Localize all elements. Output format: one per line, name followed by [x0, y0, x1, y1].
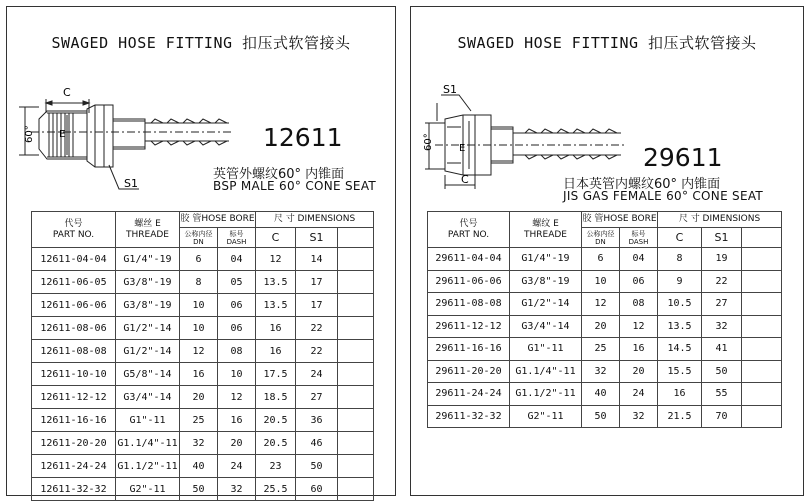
- cell-dn: 32: [180, 432, 218, 455]
- cell-blank: [338, 271, 374, 294]
- cell-part: 12611-20-20: [32, 432, 116, 455]
- cell-thread: G1/4"-19: [510, 248, 582, 271]
- spec-table: [31, 211, 374, 501]
- cell-dash: 10: [218, 363, 256, 386]
- table-row: [428, 405, 782, 428]
- cell-dn: 50: [582, 405, 620, 428]
- cell-c: 12: [256, 248, 296, 271]
- table-row: [32, 478, 374, 501]
- cell-c: 15.5: [658, 360, 702, 383]
- cell-thread: G2"-11: [116, 478, 180, 501]
- cell-part: 12611-08-06: [32, 317, 116, 340]
- cell-blank: [338, 317, 374, 340]
- cell-c: 13.5: [256, 271, 296, 294]
- cell-c: 20.5: [256, 432, 296, 455]
- cell-dn: 16: [180, 363, 218, 386]
- cell-c: 16: [658, 383, 702, 406]
- panel-heading: SWAGED HOSE FITTING 扣压式软管接头: [51, 34, 351, 52]
- col-header-dash: 标号 DASH: [620, 228, 658, 248]
- cell-thread: G3/8"-19: [510, 270, 582, 293]
- table-row: [32, 248, 374, 271]
- cell-thread: G3/8"-19: [116, 271, 180, 294]
- col-header-dash: 标号 DASH: [218, 228, 256, 248]
- part-number: 12611: [263, 123, 343, 152]
- col-header-blank: [742, 228, 782, 248]
- cell-dn: 50: [180, 478, 218, 501]
- cell-part: 12611-04-04: [32, 248, 116, 271]
- table-row: [428, 293, 782, 316]
- cell-dash: 32: [218, 478, 256, 501]
- table-row: [428, 248, 782, 271]
- cell-blank: [338, 294, 374, 317]
- cell-part: 12611-10-10: [32, 363, 116, 386]
- cell-dn: 12: [582, 293, 620, 316]
- drawing-label-c: C: [63, 86, 71, 99]
- table-row: [32, 455, 374, 478]
- cell-s1: 22: [296, 317, 338, 340]
- table-row: [428, 315, 782, 338]
- col-header-thread: 螺纹 E THREADE: [510, 212, 582, 248]
- table-row: [428, 360, 782, 383]
- cell-s1: 46: [296, 432, 338, 455]
- table-row: [428, 338, 782, 361]
- col-header-bore: 胶 管HOSE BORE: [180, 212, 256, 228]
- cell-thread: G1.1/2"-11: [510, 383, 582, 406]
- description-cn: 英管外螺纹60° 内锥面: [213, 167, 345, 182]
- cell-part: 29611-16-16: [428, 338, 510, 361]
- cell-thread: G1.1/4"-11: [116, 432, 180, 455]
- drawing-label-c: C: [461, 173, 469, 186]
- cell-dash: 16: [218, 409, 256, 432]
- table-row: [32, 340, 374, 363]
- cell-s1: 60: [296, 478, 338, 501]
- cell-s1: 14: [296, 248, 338, 271]
- cell-part: 29611-04-04: [428, 248, 510, 271]
- cell-blank: [742, 383, 782, 406]
- part-number: 29611: [643, 143, 723, 172]
- cell-part: 29611-24-24: [428, 383, 510, 406]
- cell-dash: 24: [218, 455, 256, 478]
- cell-part: 12611-16-16: [32, 409, 116, 432]
- col-header-c: C: [658, 228, 702, 248]
- cell-dn: 20: [180, 386, 218, 409]
- cell-dash: 24: [620, 383, 658, 406]
- drawing-label-e: E: [59, 129, 66, 140]
- table-row: [32, 386, 374, 409]
- cell-s1: 41: [702, 338, 742, 361]
- description-cn: 日本英管内螺纹60° 内锥面: [563, 177, 721, 192]
- description-en: JIS GAS FEMALE 60° CONE SEAT: [563, 189, 764, 203]
- cell-part: 12611-12-12: [32, 386, 116, 409]
- cell-dash: 06: [218, 317, 256, 340]
- cell-dash: 08: [218, 340, 256, 363]
- cell-part: 12611-06-06: [32, 294, 116, 317]
- cell-s1: 22: [702, 270, 742, 293]
- cell-dn: 10: [180, 294, 218, 317]
- drawing-label-s1: S1: [443, 83, 457, 96]
- cell-blank: [742, 315, 782, 338]
- cell-c: 17.5: [256, 363, 296, 386]
- left-panel: [6, 6, 396, 496]
- cell-blank: [742, 405, 782, 428]
- cell-blank: [338, 248, 374, 271]
- table-row: [32, 317, 374, 340]
- table-row: [32, 363, 374, 386]
- cell-dn: 32: [582, 360, 620, 383]
- cell-part: 12611-24-24: [32, 455, 116, 478]
- col-header-part: 代号 PART NO.: [32, 212, 116, 248]
- cell-blank: [338, 432, 374, 455]
- table-row: [32, 271, 374, 294]
- cell-blank: [338, 386, 374, 409]
- cell-c: 18.5: [256, 386, 296, 409]
- cell-s1: 24: [296, 363, 338, 386]
- cell-c: 21.5: [658, 405, 702, 428]
- cell-c: 10.5: [658, 293, 702, 316]
- cell-dn: 10: [582, 270, 620, 293]
- cell-thread: G1/2"-14: [116, 317, 180, 340]
- col-header-part: 代号 PART NO.: [428, 212, 510, 248]
- col-header-s1: S1: [702, 228, 742, 248]
- cell-thread: G1"-11: [116, 409, 180, 432]
- cell-thread: G5/8"-14: [116, 363, 180, 386]
- cell-dash: 20: [620, 360, 658, 383]
- drawing-label-e: E: [459, 143, 466, 154]
- col-header-c: C: [256, 228, 296, 248]
- cell-part: 29611-12-12: [428, 315, 510, 338]
- cell-s1: 70: [702, 405, 742, 428]
- cell-s1: 17: [296, 271, 338, 294]
- cell-c: 23: [256, 455, 296, 478]
- cell-part: 29611-20-20: [428, 360, 510, 383]
- cell-part: 29611-32-32: [428, 405, 510, 428]
- cell-s1: 19: [702, 248, 742, 271]
- cell-c: 16: [256, 340, 296, 363]
- cell-part: 12611-06-05: [32, 271, 116, 294]
- cell-c: 25.5: [256, 478, 296, 501]
- cell-dn: 12: [180, 340, 218, 363]
- cell-dash: 04: [218, 248, 256, 271]
- cell-blank: [338, 409, 374, 432]
- cell-c: 13.5: [256, 294, 296, 317]
- cell-thread: G1.1/2"-11: [116, 455, 180, 478]
- col-header-dimensions: 尺 寸 DIMENSIONS: [658, 212, 782, 228]
- cell-part: 29611-06-06: [428, 270, 510, 293]
- cell-blank: [338, 455, 374, 478]
- cell-thread: G1.1/4"-11: [510, 360, 582, 383]
- cell-thread: G1"-11: [510, 338, 582, 361]
- table-row: [32, 432, 374, 455]
- cell-dash: 05: [218, 271, 256, 294]
- cell-thread: G3/4"-14: [116, 386, 180, 409]
- cell-blank: [338, 340, 374, 363]
- cell-dash: 06: [620, 270, 658, 293]
- table-row: [32, 294, 374, 317]
- cell-thread: G1/2"-14: [510, 293, 582, 316]
- cell-dn: 40: [582, 383, 620, 406]
- cell-s1: 22: [296, 340, 338, 363]
- fitting-drawing-12611: [11, 79, 231, 197]
- cell-dash: 32: [620, 405, 658, 428]
- cell-s1: 27: [296, 386, 338, 409]
- cell-blank: [742, 248, 782, 271]
- cell-thread: G3/8"-19: [116, 294, 180, 317]
- cell-s1: 36: [296, 409, 338, 432]
- cell-part: 12611-08-08: [32, 340, 116, 363]
- right-panel: [410, 6, 804, 496]
- cell-blank: [742, 293, 782, 316]
- cell-thread: G1/4"-19: [116, 248, 180, 271]
- cell-s1: 32: [702, 315, 742, 338]
- cell-thread: G2"-11: [510, 405, 582, 428]
- cell-dash: 06: [218, 294, 256, 317]
- cell-part: 29611-08-08: [428, 293, 510, 316]
- cell-c: 16: [256, 317, 296, 340]
- cell-s1: 55: [702, 383, 742, 406]
- cell-dn: 6: [582, 248, 620, 271]
- cell-blank: [742, 270, 782, 293]
- col-header-dn: 公称内径 DN: [582, 228, 620, 248]
- cell-dash: 12: [620, 315, 658, 338]
- cell-part: 12611-32-32: [32, 478, 116, 501]
- cell-blank: [338, 478, 374, 501]
- spec-table: [427, 211, 782, 428]
- col-header-dimensions: 尺 寸 DIMENSIONS: [256, 212, 374, 228]
- cell-c: 13.5: [658, 315, 702, 338]
- col-header-thread: 螺丝 E THREADE: [116, 212, 180, 248]
- col-header-s1: S1: [296, 228, 338, 248]
- cell-dash: 04: [620, 248, 658, 271]
- drawing-label-angle: 60°: [24, 125, 35, 143]
- table-row: [32, 409, 374, 432]
- cell-c: 8: [658, 248, 702, 271]
- col-header-blank: [338, 228, 374, 248]
- cell-dash: 08: [620, 293, 658, 316]
- cell-dn: 25: [582, 338, 620, 361]
- cell-dn: 25: [180, 409, 218, 432]
- cell-c: 9: [658, 270, 702, 293]
- cell-dash: 12: [218, 386, 256, 409]
- panel-heading: SWAGED HOSE FITTING 扣压式软管接头: [457, 34, 757, 52]
- table-row: [428, 270, 782, 293]
- cell-blank: [742, 338, 782, 361]
- cell-dash: 20: [218, 432, 256, 455]
- cell-dn: 10: [180, 317, 218, 340]
- col-header-dn: 公称内径 DN: [180, 228, 218, 248]
- cell-dash: 16: [620, 338, 658, 361]
- cell-blank: [742, 360, 782, 383]
- table-row: [428, 383, 782, 406]
- cell-dn: 40: [180, 455, 218, 478]
- cell-c: 14.5: [658, 338, 702, 361]
- cell-blank: [338, 363, 374, 386]
- cell-dn: 8: [180, 271, 218, 294]
- cell-c: 20.5: [256, 409, 296, 432]
- cell-s1: 17: [296, 294, 338, 317]
- cell-thread: G3/4"-14: [510, 315, 582, 338]
- cell-s1: 50: [296, 455, 338, 478]
- description-en: BSP MALE 60° CONE SEAT: [213, 179, 377, 193]
- cell-dn: 6: [180, 248, 218, 271]
- drawing-label-angle: 60°: [423, 133, 434, 151]
- cell-dn: 20: [582, 315, 620, 338]
- cell-s1: 50: [702, 360, 742, 383]
- cell-s1: 27: [702, 293, 742, 316]
- col-header-bore: 胶 管HOSE BORE: [582, 212, 658, 228]
- cell-thread: G1/2"-14: [116, 340, 180, 363]
- drawing-label-s1: S1: [124, 177, 138, 190]
